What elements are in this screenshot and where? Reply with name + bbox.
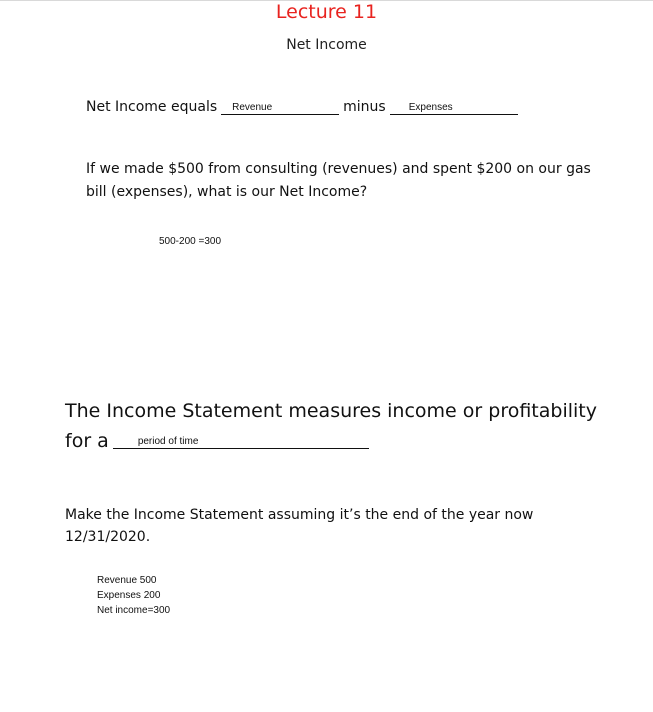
question-line-1: If we made $500 from consulting (revenues) and spent $200 on our gas	[86, 161, 591, 177]
instruction-paragraph	[65, 504, 533, 548]
question-answer: 500-200 =300	[159, 236, 222, 247]
expenses-blank-answer: Expenses	[390, 102, 518, 115]
question-line-2: bill (expenses), what is our Net Income?	[86, 184, 368, 200]
heading-line-1: The Income Statement measures income or profitability	[65, 400, 597, 422]
revenue-line: Revenue 500	[97, 575, 157, 586]
instruction-line-2: 12/31/2020.	[65, 529, 151, 545]
heading-prefix: for a	[65, 430, 109, 452]
revenue-blank-answer: Revenue	[221, 102, 339, 115]
net-income-equation	[86, 99, 518, 115]
income-statement-result	[97, 573, 170, 618]
equation-prefix: Net Income equals	[86, 99, 218, 115]
period-blank-answer: period of time	[113, 436, 369, 449]
net-income-line: Net income=300	[97, 605, 171, 616]
income-statement-heading	[65, 396, 597, 456]
question-paragraph	[86, 158, 591, 204]
instruction-line-1: Make the Income Statement assuming it’s the end of the year now	[65, 507, 534, 523]
equation-minus: minus	[343, 99, 386, 115]
expenses-line: Expenses 200	[97, 590, 161, 601]
heading-line-2	[65, 426, 597, 456]
lecture-subtitle: Net Income	[286, 37, 367, 53]
lecture-title: Lecture 11	[275, 1, 378, 23]
